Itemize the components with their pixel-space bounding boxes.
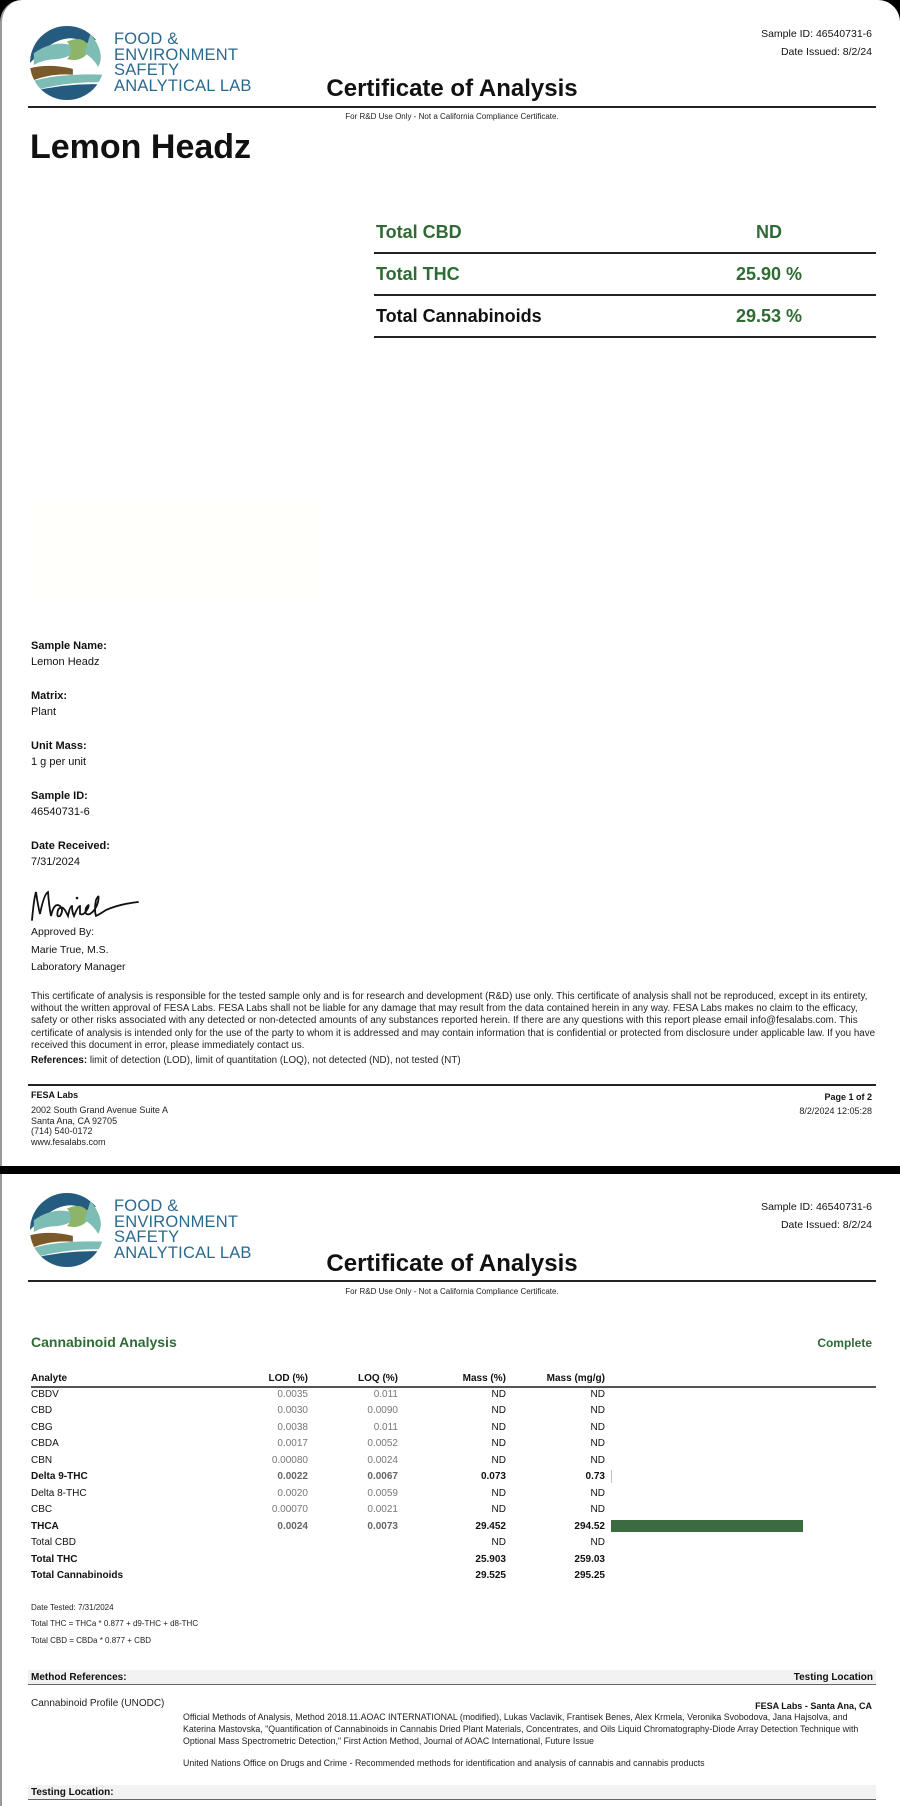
document-title: Certificate of Analysis: [326, 1250, 578, 1277]
analyte-cell: THCA: [31, 1520, 59, 1532]
summary-row-total-thc: [374, 254, 876, 296]
mass-mg-cell: ND: [590, 1487, 605, 1499]
col-mass-mg: Mass (mg/g): [546, 1372, 605, 1384]
lod-cell: 0.0022: [277, 1471, 308, 1483]
mass-bar-cell: [605, 1535, 876, 1552]
loq-cell: 0.011: [373, 1388, 398, 1400]
table-row: [31, 1436, 876, 1453]
mass-mg-cell: ND: [590, 1388, 605, 1400]
logo-line: FOOD &: [114, 30, 179, 48]
references-line: [31, 1055, 461, 1066]
document-title: Certificate of Analysis: [326, 75, 578, 102]
references-label: References:: [31, 1055, 88, 1066]
mass-pct-cell: 0.073: [480, 1471, 506, 1483]
logo-line: SAFETY: [114, 1228, 180, 1246]
mass-bar: [611, 1520, 803, 1532]
lod-cell: 0.0020: [277, 1487, 308, 1499]
total-thc-formula: Total THC = THCa * 0.877 + d9-THC + d8-THC: [31, 1619, 199, 1629]
date-tested: Date Tested: 7/31/2024: [31, 1603, 114, 1612]
testing-location-section-label: Testing Location:: [31, 1786, 114, 1798]
footer-divider: [28, 1084, 876, 1086]
testing-location-label: Testing Location: [793, 1671, 873, 1683]
mass-mg-cell: 294.52: [574, 1520, 605, 1532]
mass-mg-cell: ND: [590, 1504, 605, 1516]
analyte-cell: Delta 9-THC: [31, 1471, 88, 1483]
table-row: [31, 1469, 876, 1486]
table-row: [31, 1551, 876, 1568]
mass-bar-cell: [605, 1419, 876, 1436]
mass-bar-cell: [605, 1518, 876, 1535]
footer-website[interactable]: www.fesalabs.com: [31, 1137, 106, 1148]
footer-phone: (714) 540-0172: [31, 1126, 93, 1137]
loq-cell: 0.0067: [367, 1471, 398, 1483]
analyte-cell: Total CBD: [31, 1537, 77, 1549]
table-row: [31, 1502, 876, 1519]
info-value: Plant: [31, 706, 57, 718]
analyte-cell: Total THC: [31, 1553, 78, 1565]
table-row: [31, 1485, 876, 1502]
info-label: Unit Mass:: [31, 740, 87, 752]
logo-line: SAFETY: [114, 61, 180, 79]
summary-label: Total Cannabinoids: [376, 305, 542, 326]
total-cbd-formula: Total CBD = CBDa * 0.877 + CBD: [31, 1635, 152, 1645]
lod-cell: 0.00070: [271, 1504, 308, 1516]
disclaimer-text: This certificate of analysis is responsible for the tested sample only and is for research and development (R&D) use only. This certificate of analysis shall not be reproduced, except in its entirety, without the written approval of FESA Labs. FESA Labs shall not be liable for any damage that may result from the data contained herein in any way. FESA Labs makes no claim to the efficacy, safety or other risks associated with any detected or non-detected amounts of any substances reported herein. If there are any questions with this report please email info@fesalabs.com. This certificate of analysis is intended only for the use of the party to whom it is addressed and may contain information that is confidential or protected from disclosure under applicable law. If you have received this document in error, please immediately contact us.: [31, 991, 876, 1051]
table-row: [31, 1535, 876, 1552]
loq-cell: 0.0052: [367, 1438, 398, 1450]
loq-cell: 0.011: [373, 1421, 398, 1433]
title-divider: [28, 106, 876, 108]
info-value: Lemon Headz: [31, 656, 100, 668]
mass-bar-cell: [605, 1551, 876, 1568]
mass-bar: [611, 1470, 612, 1483]
sample-info: [31, 638, 110, 888]
analyte-cell: CBC: [31, 1504, 53, 1516]
col-lod: LOD (%): [268, 1372, 308, 1384]
loq-cell: 0.0073: [367, 1520, 398, 1532]
summary-label: Total THC: [376, 263, 460, 284]
logo-line: ANALYTICAL LAB: [114, 1243, 252, 1262]
footer-address: [31, 1090, 168, 1148]
product-image-placeholder: [30, 500, 320, 600]
loq-cell: 0.0059: [367, 1487, 398, 1499]
title-divider: [28, 1280, 876, 1282]
date-issued: Date Issued: 8/2/24: [780, 1219, 872, 1231]
approval-block: [31, 924, 126, 977]
analyte-cell: CBG: [31, 1421, 53, 1433]
approver-name: Marie True, M.S.: [31, 943, 109, 956]
mass-mg-cell: ND: [590, 1537, 605, 1549]
mass-bar-cell: [605, 1403, 876, 1420]
header-meta: [761, 25, 872, 61]
calculation-notes: [31, 1600, 198, 1649]
testing-location-header: [28, 1785, 876, 1800]
lod-cell: 0.0030: [277, 1405, 308, 1417]
method-name: Cannabinoid Profile (UNODC): [31, 1698, 165, 1709]
analyte-cell: CBN: [31, 1454, 53, 1466]
summary-value: ND: [756, 221, 782, 242]
lod-cell: 0.0035: [277, 1388, 308, 1400]
mass-pct-cell: 29.452: [475, 1520, 506, 1532]
mass-mg-cell: 259.03: [574, 1553, 605, 1565]
footer-page-info: [799, 1090, 872, 1118]
mass-mg-cell: ND: [590, 1421, 605, 1433]
col-bar: [605, 1370, 876, 1386]
summary-value: 25.90 %: [735, 263, 803, 284]
table-header-row: [31, 1370, 876, 1386]
mass-bar-cell: [605, 1502, 876, 1519]
mass-bar-cell: [605, 1469, 876, 1486]
table-row: [31, 1518, 876, 1535]
mass-bar-cell: [605, 1436, 876, 1453]
mass-pct-cell: ND: [491, 1421, 506, 1433]
mass-pct-cell: ND: [491, 1438, 506, 1450]
page-number: Page 1 of 2: [824, 1092, 872, 1102]
rnd-disclaimer-note: For R&D Use Only - Not a California Compliance Certificate.: [345, 112, 559, 121]
loq-cell: [308, 1535, 398, 1552]
info-label: Matrix:: [31, 690, 68, 702]
lod-cell: 0.0038: [277, 1421, 308, 1433]
lod-cell: [181, 1568, 308, 1585]
status-badge: Complete: [817, 1336, 872, 1350]
summary-row-total-cbd: [374, 212, 876, 254]
loq-cell: 0.0090: [367, 1405, 398, 1417]
method-description: [183, 1711, 873, 1769]
logo-line: FOOD &: [114, 1197, 179, 1215]
method-location: FESA Labs - Santa Ana, CA: [755, 1701, 872, 1711]
mass-pct-cell: ND: [491, 1537, 506, 1549]
coa-page-2: [0, 1174, 900, 1806]
col-analyte: Analyte: [31, 1372, 68, 1384]
cannabinoid-table-body: [31, 1386, 876, 1584]
loq-cell: [308, 1568, 398, 1585]
info-sample-name: [31, 638, 110, 670]
mass-mg-cell: 295.25: [574, 1570, 605, 1582]
mass-pct-cell: 25.903: [475, 1553, 506, 1565]
references-text: limit of detection (LOD), limit of quantitation (LOQ), not detected (ND), not tested (NT): [87, 1055, 461, 1066]
mass-bar-cell: [605, 1485, 876, 1502]
analyte-cell: Total Cannabinoids: [31, 1570, 124, 1582]
analyte-cell: CBDV: [31, 1388, 59, 1400]
lod-cell: [181, 1551, 308, 1568]
mass-pct-cell: 29.525: [475, 1570, 506, 1582]
method-references-label: Method References:: [31, 1671, 127, 1683]
logo-line: ANALYTICAL LAB: [114, 76, 252, 95]
analyte-cell: CBDA: [31, 1438, 59, 1450]
lod-cell: [181, 1535, 308, 1552]
footer-company: FESA Labs: [31, 1090, 79, 1100]
product-name: Lemon Headz: [30, 128, 252, 166]
method-unodc-reference: United Nations Office on Drugs and Crime - Recommended methods for identification and analysis of cannabis and cannabis products: [183, 1758, 705, 1768]
lod-cell: 0.0017: [277, 1438, 308, 1450]
logo-line: ENVIRONMENT: [114, 1212, 239, 1231]
mass-pct-cell: ND: [491, 1454, 506, 1466]
sample-id-header: Sample ID: 46540731-6: [761, 1201, 872, 1213]
loq-cell: 0.0024: [367, 1454, 398, 1466]
signature-icon: [28, 884, 140, 926]
analyte-cell: Delta 8-THC: [31, 1487, 87, 1499]
date-issued: Date Issued: 8/2/24: [780, 46, 872, 58]
info-label: Sample Name:: [31, 640, 107, 652]
table-row: [31, 1403, 876, 1420]
footer-address-line1: 2002 South Grand Avenue Suite A: [31, 1104, 168, 1115]
summary-label: Total CBD: [376, 221, 462, 242]
table-row: [31, 1386, 876, 1403]
mass-bar-cell: [605, 1568, 876, 1585]
table-row: [31, 1419, 876, 1436]
info-matrix: [31, 688, 110, 720]
info-label: Sample ID:: [31, 790, 88, 802]
mass-bar-cell: [605, 1386, 876, 1403]
info-value: 46540731-6: [31, 806, 90, 818]
lod-cell: 0.0024: [277, 1520, 308, 1532]
potency-summary: [374, 212, 876, 338]
print-timestamp: 8/2/2024 12:05:28: [799, 1106, 872, 1116]
info-date-received: [31, 838, 110, 870]
info-value: 1 g per unit: [31, 756, 87, 768]
table-row: [31, 1568, 876, 1585]
mass-mg-cell: ND: [590, 1438, 605, 1450]
mass-pct-cell: ND: [491, 1487, 506, 1499]
lod-cell: 0.00080: [271, 1454, 308, 1466]
info-sample-id: [31, 788, 110, 820]
info-value: 7/31/2024: [31, 856, 80, 868]
method-references-header: [28, 1670, 876, 1685]
info-label: Date Received:: [31, 840, 110, 852]
col-loq: LOQ (%): [358, 1372, 398, 1384]
mass-pct-cell: ND: [491, 1504, 506, 1516]
loq-cell: [308, 1551, 398, 1568]
mass-mg-cell: ND: [590, 1454, 605, 1466]
approver-role: Laboratory Manager: [31, 961, 126, 973]
col-mass-pct: Mass (%): [462, 1372, 506, 1384]
section-title-cannabinoid-analysis: Cannabinoid Analysis: [31, 1334, 177, 1350]
rnd-disclaimer-note: For R&D Use Only - Not a California Compliance Certificate.: [345, 1287, 559, 1296]
info-unit-mass: [31, 738, 110, 770]
mass-pct-cell: ND: [491, 1388, 506, 1400]
footer-address-line2: Santa Ana, CA 92705: [31, 1115, 118, 1126]
header-meta: [761, 1198, 872, 1234]
approved-by-label: Approved By:: [31, 926, 95, 938]
logo-line: ENVIRONMENT: [114, 45, 239, 64]
mass-pct-cell: ND: [491, 1405, 506, 1417]
sample-id-header: Sample ID: 46540731-6: [761, 28, 872, 40]
summary-value: 29.53 %: [735, 305, 803, 326]
analyte-cell: CBD: [31, 1405, 53, 1417]
loq-cell: 0.0021: [367, 1504, 398, 1516]
cannabinoid-table: [31, 1370, 876, 1584]
table-row: [31, 1452, 876, 1469]
mass-bar-cell: [605, 1452, 876, 1469]
method-citation: Official Methods of Analysis, Method 2018.11.AOAC INTERNATIONAL (modified), Lukas Vaclavik, Frantisek Benes, Alex Krmela, Veronika Svobodova, Jana Hajsolva, and Katerina Mastovska, "Quantification of Cannabinoids in Cannabis Dried Plant Materials, Concentrates, and Oils Liquid Chromatography-Diode Array Detection Technique with Optional Mass Spectrometric Detection," First Action Method, Journal of AOAC International, Future Issue: [183, 1712, 859, 1746]
summary-row-total-cannabinoids: [374, 296, 876, 338]
mass-mg-cell: ND: [590, 1405, 605, 1417]
mass-mg-cell: 0.73: [585, 1471, 605, 1483]
